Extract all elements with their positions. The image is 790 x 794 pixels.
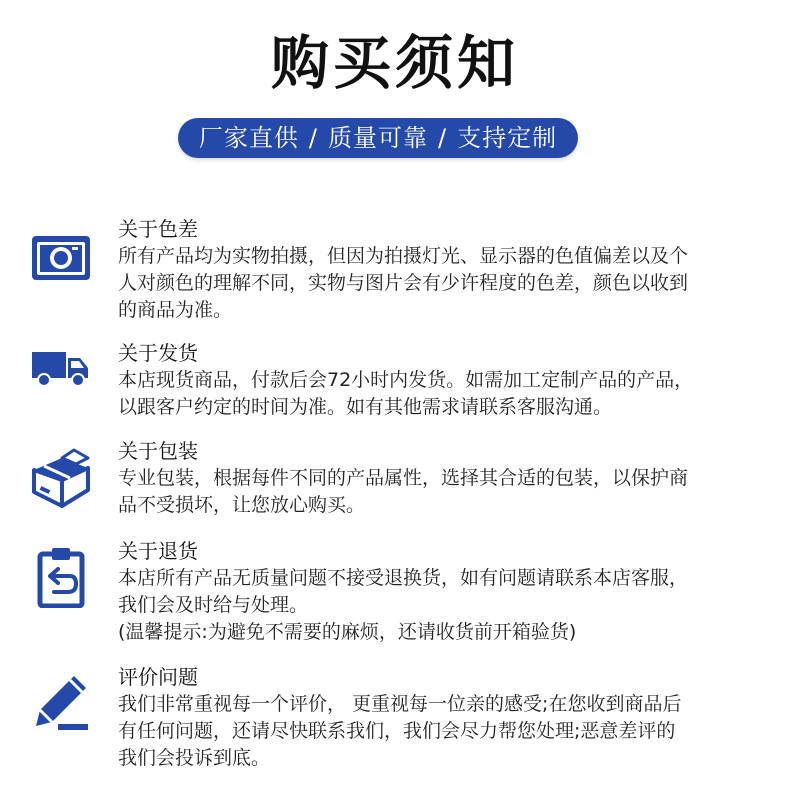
slogan-banner (178, 118, 578, 158)
section-line: 我们非常重视每一个评价， 更重视每一位亲的感受;在您收到商品后 (118, 693, 682, 715)
slogan-separator: / (438, 124, 448, 152)
slogan-customization: 支持定制 (457, 124, 558, 152)
section-text (118, 340, 758, 421)
package-box-icon (30, 448, 92, 510)
section-heading: 评价问题 (118, 665, 198, 689)
section-line: 品不受损坏，让您放心购买。 (118, 494, 366, 516)
section-line: 有任何问题，还请尽快联系我们，我们会尽力帮您处理;恶意差评的 (118, 720, 676, 742)
section-text (118, 216, 758, 324)
slogan-factory-direct: 厂家直供 (198, 124, 299, 152)
section-text (118, 664, 758, 772)
section-line: 专业包装，根据每件不同的产品属性，选择其合适的包装，以保护商 (118, 467, 689, 489)
section-line: 所有产品均为实物拍摄，但因为拍摄灯光、显示器的色值偏差以及个 (118, 245, 689, 267)
page-title: 购买须知 (270, 29, 519, 97)
section-line: 我们会及时给与处理。 (118, 594, 309, 616)
section-line: 人对颜色的理解不同，实物与图片会有少许程度的色差，颜色以收到 (118, 272, 689, 294)
section-line: 本店所有产品无质量问题不接受退换货，如有问题请联系本店客服， (118, 567, 689, 589)
section-text (118, 438, 758, 519)
camera-icon (30, 226, 92, 288)
section-heading: 关于退货 (118, 539, 198, 563)
section-heading: 关于包装 (118, 439, 198, 463)
section-line: 我们会投诉到底。 (118, 747, 271, 769)
section-line: (温馨提示:为避免不需要的麻烦，还请收货前开箱验货) (118, 621, 577, 643)
section-heading: 关于发货 (118, 341, 198, 365)
truck-icon (30, 338, 92, 400)
section-line: 本店现货商品，付款后会72小时内发货。如需加工定制产品的产品， (118, 369, 694, 391)
slogan-separator: / (308, 124, 318, 152)
section-line: 以跟客户约定的时间为准。如有其他需求请联系客服沟通。 (118, 396, 613, 418)
return-clipboard-icon (30, 546, 92, 608)
section-line: 的商品为准。 (118, 299, 233, 321)
slogan-quality: 质量可靠 (328, 124, 428, 152)
pencil-icon (30, 672, 92, 734)
section-heading: 关于色差 (118, 217, 198, 241)
section-text (118, 538, 758, 646)
